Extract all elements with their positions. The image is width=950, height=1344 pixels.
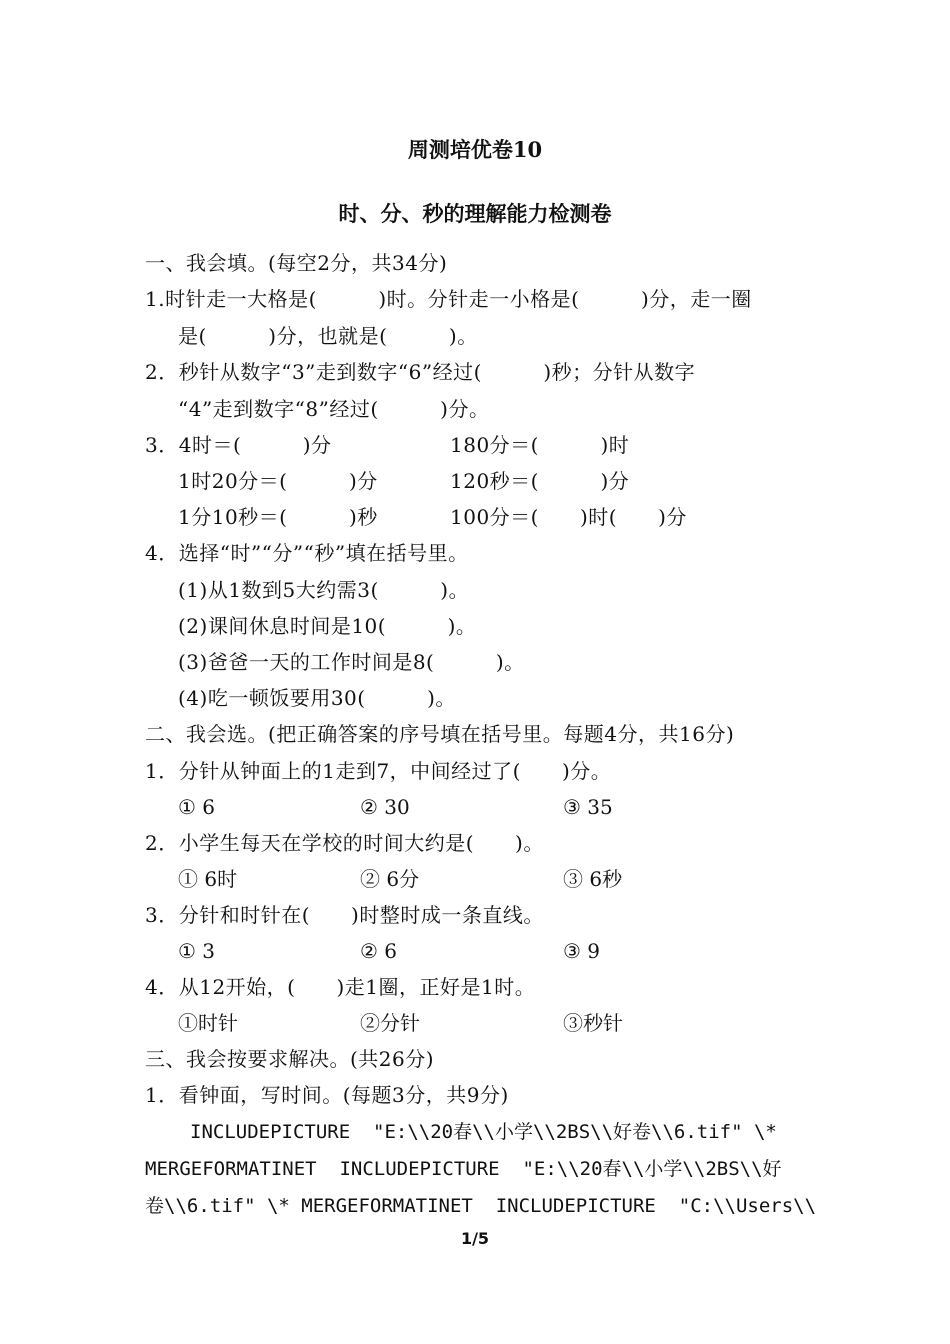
page-subtitle: 时、分、秒的理解能力检测卷 (338, 201, 612, 226)
s1-q3-r1-left: 3．4时＝( )分 (145, 433, 332, 457)
s1-q4: 4．选择“时”“分”“秒”填在括号里。 (145, 541, 469, 565)
field-code-line1: INCLUDEPICTURE "E:\\20春\\小学\\2BS\\好卷\\6.tif" \* (190, 1121, 777, 1143)
section1-heading: 一、我会填。(每空2分，共34分) (145, 251, 448, 275)
s2-q3: 3．分针和时针在( )时整时成一条直线。 (145, 903, 544, 927)
s1-q2-line1: 2．秒针从数字“3”走到数字“6”经过( )秒；分针从数字 (145, 360, 696, 384)
section2-heading: 二、我会选。(把正确答案的序号填在括号里。每题4分，共16分) (145, 722, 735, 746)
s2-q4-option-1: ①时针 (178, 1011, 238, 1035)
s1-q3-r3-right: 100分＝( )时( )分 (450, 505, 687, 529)
s2-q2-option-2: ② 6分 (360, 867, 420, 891)
s2-q2-option-3: ③ 6秒 (563, 867, 623, 891)
s3-q1: 1．看钟面，写时间。(每题3分，共9分) (145, 1083, 509, 1107)
s2-q1-option-1: ① 6 (178, 795, 216, 819)
s1-q3-r1-right: 180分＝( )时 (450, 433, 630, 457)
s1-q4-3: (3)爸爸一天的工作时间是8( )。 (178, 650, 525, 674)
field-code-line3: 卷\\6.tif" \* MERGEFORMATINET INCLUDEPICTURE "C:\\Users\\ (145, 1195, 817, 1217)
s2-q4-option-2: ②分针 (360, 1011, 420, 1035)
field-code-line2: MERGEFORMATINET INCLUDEPICTURE "E:\\20春\\小学\\2BS\\好 (145, 1158, 782, 1180)
s2-q3-option-2: ② 6 (360, 939, 398, 963)
page-number: 1/5 (460, 1229, 490, 1248)
s1-q3-r2-left: 1时20分＝( )分 (178, 469, 378, 493)
s1-q1-line1: 1.时针走一大格是( )时。分针走一小格是( )分，走一圈 (145, 287, 752, 311)
s1-q3-r2-right: 120秒＝( )分 (450, 469, 630, 493)
s1-q2-line2: “4”走到数字“8”经过( )分。 (178, 397, 490, 421)
s2-q3-option-1: ① 3 (178, 939, 216, 963)
s2-q1-option-2: ② 30 (360, 795, 410, 819)
s2-q4-option-3: ③秒针 (563, 1011, 623, 1035)
page-title: 周测培优卷10 (407, 137, 543, 162)
s2-q1: 1．分针从钟面上的1走到7，中间经过了( )分。 (145, 759, 612, 783)
s2-q3-option-3: ③ 9 (563, 939, 601, 963)
s1-q1-line2: 是( )分，也就是( )。 (178, 324, 478, 348)
s2-q4: 4．从12开始，( )走1圈，正好是1时。 (145, 975, 536, 999)
s2-q1-option-3: ③ 35 (563, 795, 613, 819)
s1-q3-r3-left: 1分10秒＝( )秒 (178, 505, 378, 529)
s2-q2: 2．小学生每天在学校的时间大约是( )。 (145, 831, 544, 855)
s1-q4-2: (2)课间休息时间是10( )。 (178, 614, 477, 638)
section3-heading: 三、我会按要求解决。(共26分) (145, 1047, 435, 1071)
s1-q4-4: (4)吃一顿饭要用30( )。 (178, 686, 456, 710)
s2-q2-option-1: ① 6时 (178, 867, 238, 891)
s1-q4-1: (1)从1数到5大约需3( )。 (178, 578, 470, 602)
